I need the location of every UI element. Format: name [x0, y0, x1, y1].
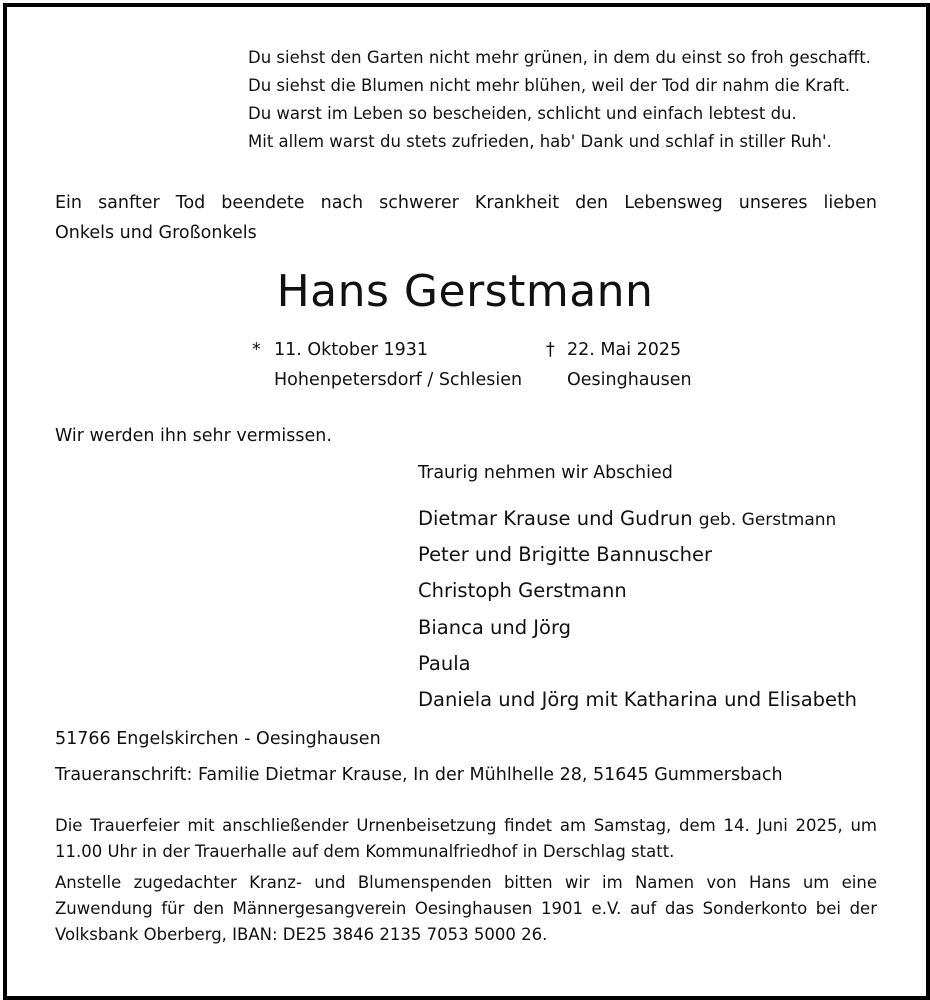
donation-line: Volksbank Oberberg, IBAN: DE25 3846 2135 7053 5000 26.: [55, 925, 548, 944]
mourner-line: Paula: [418, 652, 471, 675]
mourner-line: Christoph Gerstmann: [418, 579, 627, 602]
farewell-line: Traurig nehmen wir Abschied: [418, 463, 673, 483]
ceremony-line: Die Trauerfeier mit anschließender Urnenbeisetzung findet am Samstag, dem 14. Juni 2025, um: [55, 816, 877, 835]
donation-paragraph: [55, 870, 877, 948]
ceremony-line: 11.00 Uhr in der Trauerhalle auf dem Kommunalfriedhof in Derschlag statt.: [55, 842, 675, 861]
mourner-line: [418, 507, 836, 530]
poem-line: Du siehst den Garten nicht mehr grünen, in dem du einst so froh geschafft.: [248, 48, 871, 67]
donation-line: Anstelle zugedachter Kranz- und Blumenspenden bitten wir im Namen von Hans um eine: [55, 873, 877, 892]
deceased-name: Hans Gerstmann: [276, 266, 654, 317]
mourner-line: Daniela und Jörg mit Katharina und Elisabeth: [418, 688, 858, 711]
poem-line: Du warst im Leben so bescheiden, schlicht und einfach lebtest du.: [248, 104, 797, 123]
intro-line-1: Ein sanfter Tod beendete nach schwerer Krankheit den Lebensweg unseres lieben: [55, 193, 877, 213]
death-place: Oesinghausen: [567, 370, 692, 390]
location-line: 51766 Engelskirchen - Oesinghausen: [55, 729, 381, 749]
intro-line-2: Onkels und Großonkels: [55, 223, 257, 243]
mourner-name: Dietmar Krause und Gudrun: [418, 507, 693, 530]
death-symbol: †: [546, 340, 555, 360]
donation-line: Zuwendung für den Männergesangverein Oesinghausen 1901 e.V. auf das Sonderkonto bei der: [55, 899, 877, 918]
poem-line: Du siehst die Blumen nicht mehr blühen, weil der Tod dir nahm die Kraft.: [248, 76, 850, 95]
address-line: Traueranschrift: Familie Dietmar Krause, In der Mühlhelle 28, 51645 Gummersbach: [55, 765, 783, 785]
death-date: 22. Mai 2025: [567, 340, 682, 360]
mourner-line: Bianca und Jörg: [418, 616, 572, 639]
miss-line: Wir werden ihn sehr vermissen.: [55, 426, 332, 446]
birth-place: Hohenpetersdorf / Schlesien: [274, 370, 523, 390]
poem-line: Mit allem warst du stets zufrieden, hab' Dank und schlaf in stiller Ruh'.: [248, 132, 832, 151]
ceremony-paragraph: [55, 813, 877, 865]
birth-date: 11. Oktober 1931: [274, 340, 429, 360]
birth-symbol: *: [252, 340, 261, 360]
mourner-line: Peter und Brigitte Bannuscher: [418, 543, 712, 566]
mourner-suffix: geb. Gerstmann: [698, 510, 837, 530]
